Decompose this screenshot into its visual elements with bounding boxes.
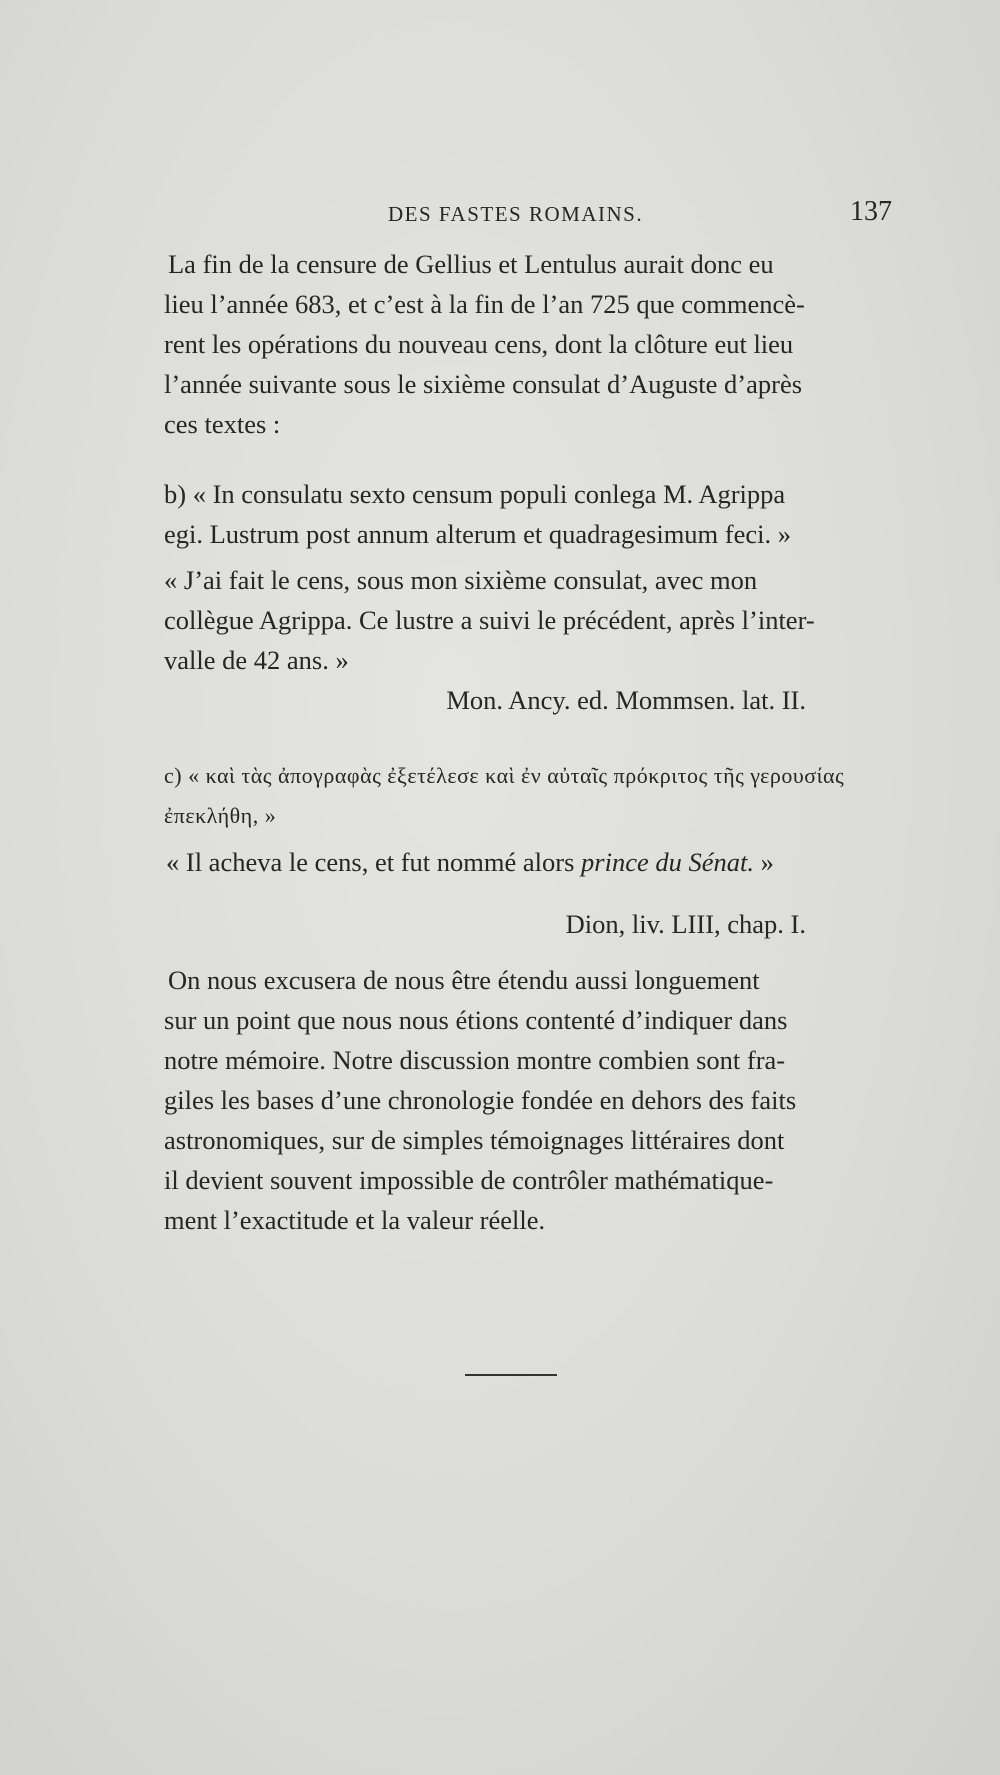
end-rule	[465, 1374, 557, 1376]
text-line: egi. Lustrum post annum alterum et quadragesimum feci. »	[164, 519, 792, 549]
text-line: c) « καὶ τὰς ἀπογραφὰς ἐξετέλεσε καὶ ἐν αὐταῖς πρόκριτος τῆς γερουσίας	[164, 763, 845, 788]
text-line: b) « In consulatu sexto censum populi conlega M. Agrippa	[164, 479, 786, 509]
text-line: giles les bases d’une chronologie fondée en dehors des faits	[164, 1085, 797, 1115]
paragraph-2	[164, 960, 888, 1240]
text-segment: « Il acheva le cens, et fut nommé alors	[166, 847, 575, 877]
text-line: rent les opérations du nouveau cens, dont la clôture eut lieu	[164, 329, 794, 359]
source-c	[164, 904, 806, 944]
page-number: 137	[850, 196, 892, 227]
text-line: lieu l’année 683, et c’est à la fin de l’an 725 que commencè-	[164, 289, 805, 319]
text-line: ces textes :	[164, 409, 281, 439]
citation: Dion, liv. LIII, chap. I.	[565, 909, 806, 939]
text-line: On nous excusera de nous être étendu aussi longuement	[168, 965, 760, 995]
text-line: astronomiques, sur de simples témoignages littéraires dont	[164, 1125, 785, 1155]
text-line: l’année suivante sous le sixième consulat d’Auguste d’après	[164, 369, 803, 399]
citation: Mon. Ancy. ed. Mommsen. lat. II.	[446, 685, 806, 715]
quote-b	[164, 474, 888, 554]
text-line: collègue Agrippa. Ce lustre a suivi le précédent, après l’inter-	[164, 605, 815, 635]
quote-c	[164, 756, 888, 836]
translation-c	[164, 842, 890, 882]
text-line: ment l’exactitude et la valeur réelle.	[164, 1205, 546, 1235]
running-head: DES FASTES ROMAINS.	[388, 202, 644, 226]
translation-b	[164, 560, 888, 680]
text-line: valle de 42 ans. »	[164, 645, 349, 675]
text-line: La fin de la censure de Gellius et Lentulus aurait donc eu	[168, 249, 774, 279]
text-segment: »	[760, 847, 774, 877]
page-header	[164, 196, 900, 236]
text-line: il devient souvent impossible de contrôler mathématique-	[164, 1165, 774, 1195]
text-line: notre mémoire. Notre discussion montre combien sont fra-	[164, 1045, 786, 1075]
source-b	[164, 680, 806, 720]
text-line: sur un point que nous nous étions contenté d’indiquer dans	[164, 1005, 788, 1035]
text-line: « J’ai fait le cens, sous mon sixième consulat, avec mon	[164, 565, 758, 595]
text-line: ἐπεκλήθη, »	[164, 803, 277, 828]
paragraph-1	[164, 244, 888, 444]
italic-text: prince du Sénat.	[581, 847, 754, 877]
